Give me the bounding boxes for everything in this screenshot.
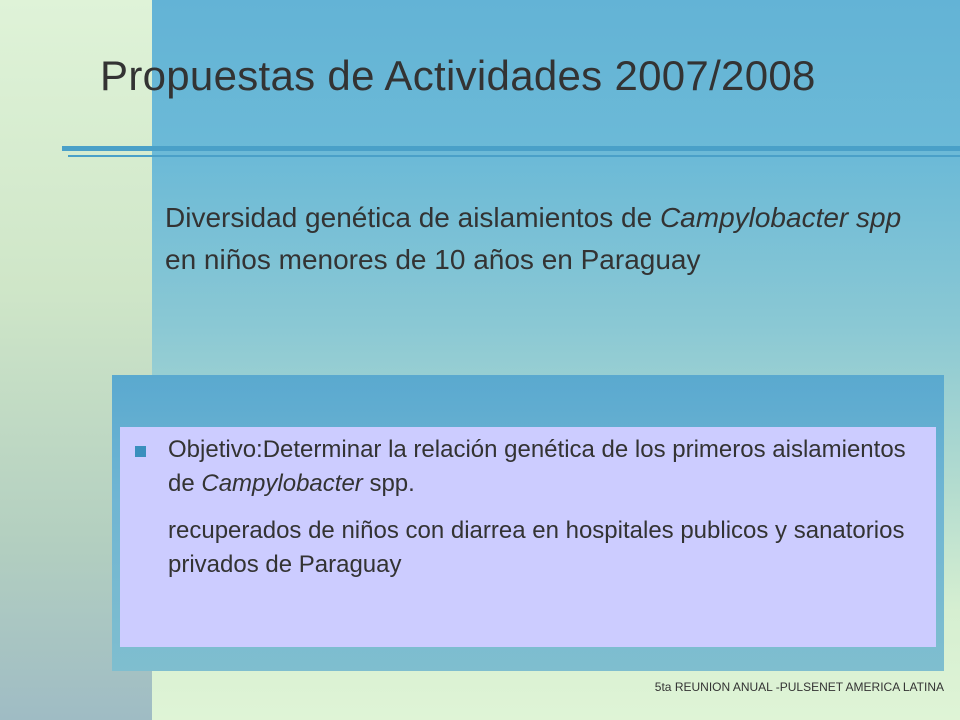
title-rule-thick xyxy=(62,146,960,151)
objective-text xyxy=(168,433,908,501)
objective-box xyxy=(120,427,936,647)
objective-text-end: spp. xyxy=(362,470,415,497)
slide-subtitle xyxy=(165,197,925,281)
title-rule-thin xyxy=(68,155,960,157)
square-bullet-icon xyxy=(135,446,146,457)
subtitle-italic-genus: Campylobacter spp xyxy=(659,202,902,233)
objective-continuation: recuperados de niños con diarrea en hospitales publicos y sanatorios privados de Paraguay xyxy=(168,517,905,578)
objective-italic-genus: Campylobacter xyxy=(201,470,363,497)
objective-text-start: Objetivo:Determinar la relación genética de los primeros aislamientos de xyxy=(168,436,906,497)
subtitle-text-start: Diversidad genética de aislamientos de xyxy=(165,202,660,233)
subtitle-text-end: en niños menores de 10 años en Paraguay xyxy=(165,244,701,275)
slide-title: Propuestas de Actividades 2007/2008 xyxy=(100,52,816,99)
slide-footer: 5ta REUNION ANUAL -PULSENET AMERICA LATINA xyxy=(654,680,944,694)
